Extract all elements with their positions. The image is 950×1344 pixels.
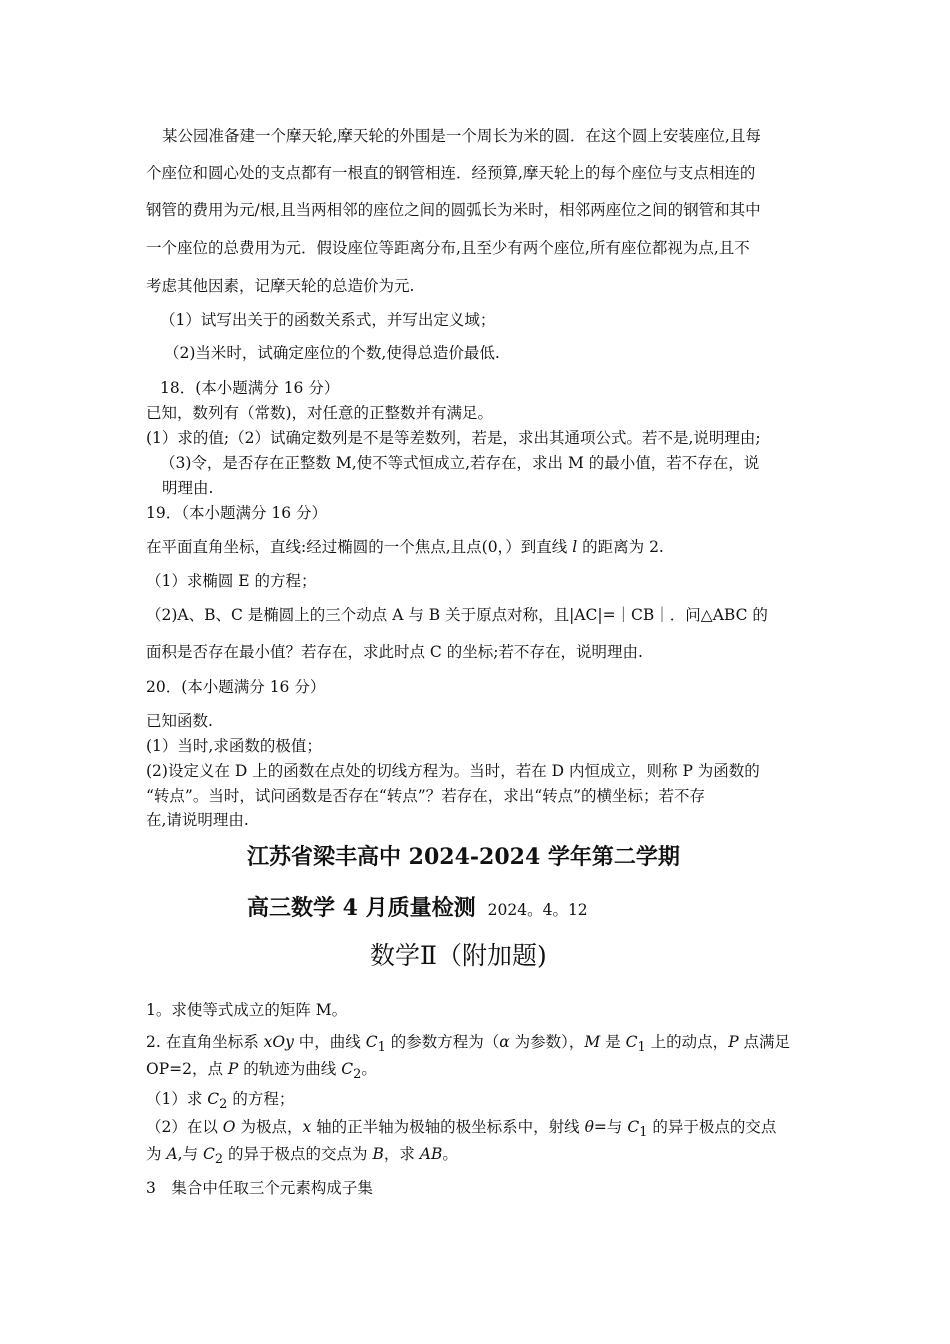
exam-title: 江苏省梁丰高中 2024-2024 学年第二学期 <box>247 844 680 870</box>
q19-part-2-line-1: （2)A、B、C 是椭圆上的三个动点 A 与 B 关于原点对称，且|AC|=｜CB｜．问△ABC 的 <box>146 606 768 624</box>
extra-q2-line-1: 2. 在直角坐标系 xOy 中，曲线 $C_1$ 的参数方程为（α 为参数），M 是 $C_1$ 上的动点，P 点满足 <box>146 1033 791 1056</box>
q17-stem-line-1: 某公园准备建一个摩天轮,摩天轮的外围是一个周长为米的圆．在这个圆上安装座位,且每 <box>162 127 761 145</box>
q17-stem-line-3: 钢管的费用为元/根,且当两相邻的座位之间的圆弧长为米时，相邻两座位之间的钢管和其中 <box>146 201 761 219</box>
q17-stem-line-5: 考虑其他因素，记摩天轮的总造价为元. <box>146 277 415 295</box>
exam-date: 2024。4。12 <box>487 901 588 919</box>
q20-part-2-line-2: “转点”。当时，试问函数是否存在“转点”？若存在，求出“转点”的横坐标；若不存 <box>146 787 706 805</box>
extra-q2-part-2-line-2: 为 A,与 $C_2$ 的异于极点的交点为 B，求 AB。 <box>146 1145 458 1168</box>
q19-part-1: （1）求椭圆 E 的方程； <box>146 572 317 590</box>
q17-part-2: （2)当米时，试确定座位的个数,使得总造价最低. <box>164 344 500 362</box>
q18-part-1-2: (1）求的值;（2）试确定数列是不是等差数列，若是，求出其通项公式。若不是,说明理由; <box>146 429 761 447</box>
q17-part-1: （1）试写出关于的函数关系式，并写出定义域； <box>160 311 496 329</box>
q20-part-2-line-3: 在,请说明理由. <box>146 811 249 829</box>
section-title: 数学Ⅱ（附加题) <box>370 941 547 970</box>
extra-q2-line-2: OP=2，点 P 的轨迹为曲线 $C_2$。 <box>146 1060 377 1083</box>
q19-part-2-line-2: 面积是否存在最小值？若存在，求此时点 C 的坐标;若不存在，说明理由. <box>146 643 643 661</box>
q20-part-1: (1）当时,求函数的极值； <box>146 737 322 755</box>
q20-part-2-line-1: (2)设定义在 D 上的函数在点处的切线方程为。当时，若在 D 内恒成立，则称 P 为函数的 <box>146 762 760 780</box>
q20-header: 20．(本小题满分 16 分） <box>146 678 326 696</box>
q19-stem: 在平面直角坐标，直线:经过椭圆的一个焦点,且点(0，）到直线 l 的距离为 2. <box>146 538 664 556</box>
extra-q3: 3 集合中任取三个元素构成子集 <box>146 1179 373 1197</box>
q17-stem-line-2: 个座位和圆心处的支点都有一根直的钢管相连．经预算,摩天轮上的每个座位与支点相连的 <box>146 164 756 182</box>
q17-stem-line-4: 一个座位的总费用为元．假设座位等距离分布,且至少有两个座位,所有座位都视为点,且不 <box>146 239 750 257</box>
exam-subtitle-line <box>247 894 588 924</box>
q18-header: 18．(本小题满分 16 分） <box>160 379 340 397</box>
q18-stem: 已知，数列有（常数)，对任意的正整数并有满足。 <box>146 404 494 422</box>
extra-q2-part-2-line-1: （2）在以 O 为极点，x 轴的正半轴为极轴的极坐标系中，射线 θ=与 $C_1$ 的异于极点的交点 <box>146 1118 777 1141</box>
extra-q2-part-1: （1）求 $C_2$ 的方程； <box>146 1090 295 1113</box>
q18-part-3-line-2: 明理由. <box>162 479 214 497</box>
extra-q1: 1。求使等式成立的矩阵 M。 <box>146 1001 348 1019</box>
exam-name: 高三数学 4 月质量检测 <box>247 895 476 921</box>
q20-stem: 已知函数. <box>146 712 213 730</box>
q18-part-3-line-1: （3)令，是否存在正整数 M,使不等式恒成立,若存在，求出 M 的最小值，若不存在，说 <box>160 454 760 472</box>
q19-header: 19．（本小题满分 16 分） <box>146 504 328 522</box>
